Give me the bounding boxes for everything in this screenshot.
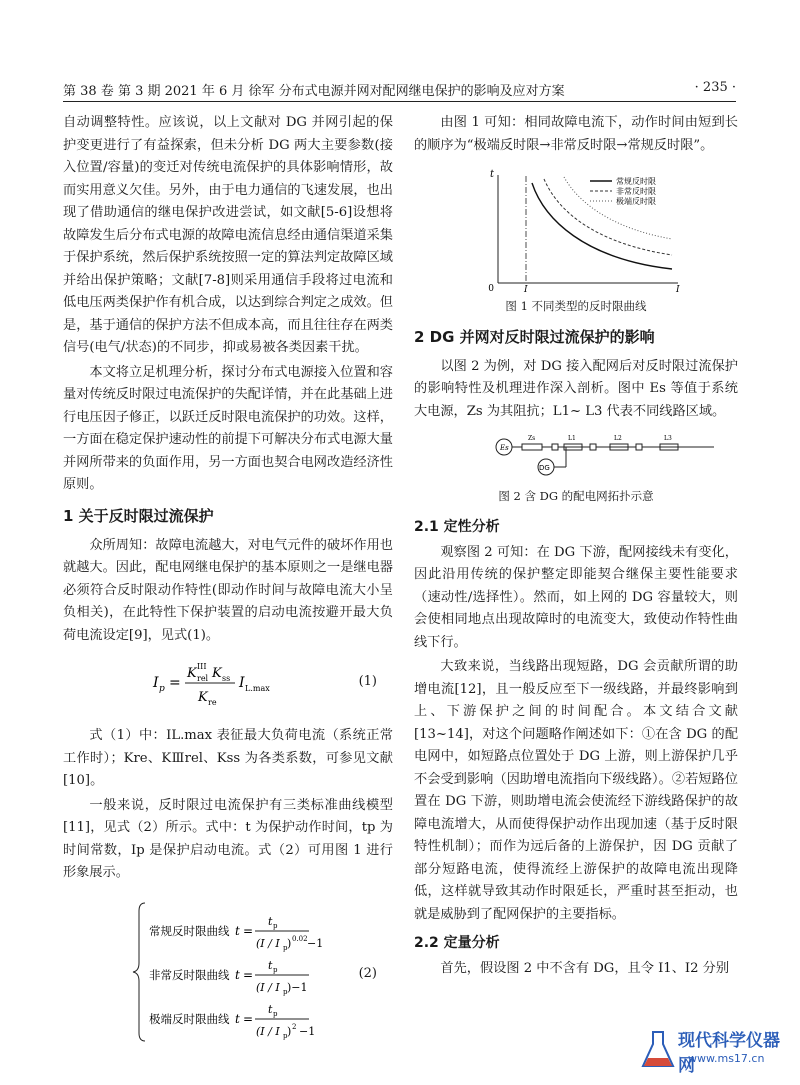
equation-number: (1) (358, 674, 377, 689)
svg-text:2: 2 (292, 1022, 297, 1031)
figure-1-inverse-time-curves (414, 159, 738, 293)
svg-text:L.max: L.max (245, 684, 270, 693)
watermark (640, 1022, 790, 1077)
svg-text:)−1: )−1 (287, 980, 308, 994)
svg-text:p: p (273, 921, 278, 930)
svg-text:L3: L3 (664, 435, 672, 442)
figure-2-caption: 图 2 含 DG 的配电网拓扑示意 (498, 489, 654, 503)
svg-text:ss: ss (222, 674, 231, 683)
svg-text:t: t (235, 1011, 240, 1026)
legend-entry: 非常反时限 (616, 187, 656, 196)
svg-text:t: t (268, 958, 273, 972)
paragraph: 式（1）中：IL.max 表征最大负荷电流（系统正常工作时）；Kre、KⅢrel、Kss 为各类系数，可参见文献[10]。 (63, 728, 393, 788)
equation-1 (63, 655, 393, 709)
svg-text:III: III (197, 662, 207, 671)
svg-text:p: p (273, 1009, 278, 1018)
equation-1-formula (63, 655, 323, 709)
right-column (414, 112, 738, 983)
legend-entry: 极端反时限 (616, 197, 656, 206)
svg-text:Zs: Zs (528, 435, 536, 442)
svg-text:p: p (283, 1031, 288, 1040)
svg-text:DG: DG (539, 464, 550, 472)
equation-number: (2) (358, 965, 377, 981)
paragraph: 众所周知：故障电流越大，对电气元件的破坏作用也就越大。因此，配电网继电保护的基本原则之一是继电器必须符合反时限动作特性(即动作时间与故障电流大小呈负相关)，在此特性下保护装置的启动电流按避开最大负荷电流设定[9]，见式(1)。 (63, 537, 393, 643)
subsection-heading: 2.2 定量分析 (414, 935, 500, 951)
svg-text:p: p (159, 684, 165, 694)
svg-text:0: 0 (488, 284, 494, 293)
svg-text:): ) (287, 936, 292, 950)
paragraph: 观察图 2 可知：在 DG 下游，配网接线未有变化，因此沿用传统的保护整定即能契合继保主要性能要求（速动性/选择性）。然而，如上网的 DG 容量较大，则会使相同地点出现故障时的电流变大，致使动作特性曲线下行。 (414, 544, 738, 650)
watermark-title: 现代科学仪器网 (678, 1031, 780, 1076)
legend-entry: 常规反时限 (616, 177, 656, 186)
running-header (63, 80, 736, 104)
svg-text:t: t (235, 967, 240, 982)
svg-text:(I / I: (I / I (256, 1024, 280, 1038)
svg-text:rel: rel (197, 674, 209, 683)
section-heading: 1 关于反时限过流保护 (63, 506, 214, 525)
eq2-row-label: 非常反时限曲线 (149, 967, 230, 982)
paragraph: 以图 2 为例，对 DG 接入配网后对反时限过流保护的影响特性及机理进作深入剖析。图中 Es 等值于系统大电源，Zs 为其阻抗；L1~ L3 代表不同线路区域。 (414, 358, 738, 419)
svg-text:p: p (273, 965, 278, 974)
svg-text:I: I (676, 285, 680, 293)
svg-text:t: t (268, 1002, 273, 1016)
svg-text:re: re (208, 698, 217, 707)
page-number: · 235 · (694, 80, 736, 95)
svg-text:−1: −1 (299, 1024, 316, 1038)
svg-text:K: K (187, 666, 197, 681)
header-journal-info: 第 38 卷 第 3 期 2021 年 6 月 徐军 分布式电源并网对配网继电保护的影响及应对方案 (63, 84, 565, 99)
svg-text:p: p (283, 987, 288, 996)
svg-text:=: = (243, 967, 254, 982)
equation-2-formula (63, 897, 363, 1047)
left-column (63, 112, 393, 1055)
equation-2 (63, 897, 393, 1047)
svg-text:t: t (489, 169, 494, 180)
subsection-heading: 2.1 定性分析 (414, 518, 500, 535)
header-rule (63, 101, 736, 102)
paragraph: 首先，假设图 2 中不含有 DG，且令 I1、I2 分别 (440, 961, 730, 976)
svg-text:=: = (243, 923, 254, 938)
svg-text:t: t (268, 914, 273, 928)
figure-2-topology (414, 425, 738, 483)
eq2-row-label: 常规反时限曲线 (149, 923, 230, 938)
svg-text:−1: −1 (307, 936, 324, 950)
paragraph: 自动调整特性。应该说，以上文献对 DG 并网引起的保护变更进行了有益探索，但未分析 DG 两大主要参数(接入位置/容量)的变迁对传统电流保护的具体影响情形，故而实用意义欠佳。另外，由于电力通信的飞速发展，也出现了借助通信的继电保护改进尝试，如文献[5-6]设想将故障发生后分布式电源的故障电流信息经由通信渠道采集于保护系统，然后保护系统按照一定的算法判定故障区域并给出保护策略；文献[7-8]则采用通信手段将过电流和低电压两类保护作有机合成，以达到综合判定之成效。但是，基于通信的保护方法不但成本高，而且往往存在两类信号(电气/状态)的不同步，抑或易被各类因素干扰。 (63, 115, 393, 355)
paragraph: 由图 1 可知：相同故障电流下，动作时间由短到长的顺序为“极端反时限→非常反时限→常规反时限”。 (414, 115, 738, 153)
figure-1-caption: 图 1 不同类型的反时限曲线 (505, 299, 647, 313)
svg-text:K: K (212, 666, 222, 681)
svg-text:I: I (524, 285, 528, 293)
svg-text:0.02: 0.02 (292, 934, 308, 943)
paragraph: 一般来说，反时限过电流保护有三类标准曲线模型[11]，见式（2）所示。式中：t 为保护动作时间，tp 为时间常数，Ip 是保护启动电流。式（2）可用图 1 进行形象展示。 (63, 797, 393, 880)
paragraph: 大致来说，当线路出现短路，DG 会贡献所谓的助增电流[12]，且一般反应至下一级线路，并最终影响到上、下游保护之间的时间配合。本文结合文献[13~14]，对这个问题略作阐述如下：①在含 DG 的配电网中，如短路点位置处于 DG 上游，则上游保护几乎不会受到影响（因助增电流指向下级线路）。②若短路位置在 DG 下游，则助增电流会使流经下游线路保护的故障电流增大，从而使得保护动作出现加速（基于反时限特性机制）；而作为远后备的上游保护，因 DG 贡献了部分短路电流，使得流经上游保护的故障电流出现降低，这样就导致其动作时限延长，严重时甚至拒动，也就是威胁到了配网保护的主要指标。 (414, 659, 738, 922)
svg-text:(I / I: (I / I (256, 980, 280, 994)
paragraph: 本文将立足机理分析，探讨分布式电源接入位置和容量对传统反时限过电流保护的失配详情，并在此基础上进行电压因子修正，以跃迁反时限电流保护的功效。这样，一方面在稳定保护速动性的前提下可解决分布式电源大量并网所带来的负面作用，另一方面也契合电网改造经济性原则。 (63, 364, 393, 492)
svg-text:t: t (235, 923, 240, 938)
svg-text:=: = (169, 675, 181, 691)
svg-text:L1: L1 (568, 435, 576, 442)
svg-text:(I / I: (I / I (256, 936, 280, 950)
svg-text:): ) (287, 1024, 292, 1038)
svg-text:I: I (153, 675, 159, 691)
eq2-row-label: 极端反时限曲线 (149, 1011, 230, 1026)
svg-text:=: = (243, 1011, 254, 1026)
flask-logo-icon (640, 1030, 676, 1070)
watermark-url: www.ms17.cn (688, 1052, 765, 1065)
svg-text:p: p (283, 943, 288, 952)
section-heading: 2 DG 并网对反时限过流保护的影响 (414, 327, 655, 346)
svg-text:I: I (239, 675, 245, 691)
svg-text:L2: L2 (614, 435, 622, 442)
svg-text:K: K (198, 690, 208, 705)
svg-text:Es: Es (500, 444, 509, 452)
